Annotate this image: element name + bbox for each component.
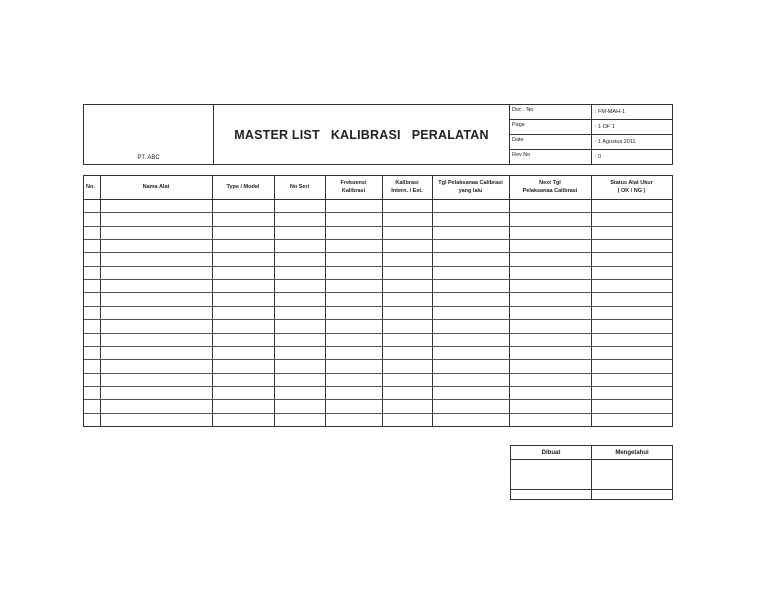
table-row[interactable] xyxy=(84,279,672,292)
row-divider xyxy=(84,292,672,293)
meta-label: Page xyxy=(510,120,592,134)
meta-value: : 0 xyxy=(595,154,602,160)
table-row[interactable] xyxy=(84,373,672,386)
company-logo-area xyxy=(84,105,214,164)
calibration-table xyxy=(83,175,673,427)
row-divider xyxy=(84,373,672,374)
document-meta xyxy=(510,105,672,164)
row-divider xyxy=(84,359,672,360)
table-row[interactable] xyxy=(84,252,672,265)
prepared-by-signature-area[interactable] xyxy=(511,460,591,489)
column-header-calibration-frequency: Frekuensi Kalibrasi xyxy=(340,180,367,194)
column-header-serial-no: No Seri xyxy=(289,183,310,190)
column-header-no: No. xyxy=(86,183,95,190)
table-row[interactable] xyxy=(84,239,672,252)
table-row[interactable] xyxy=(84,399,672,412)
table-row[interactable] xyxy=(84,306,672,319)
meta-label: Rev No xyxy=(510,150,592,164)
approved-by-label: Mengetahui xyxy=(615,449,649,456)
column-header-calibration-type: Kalibrasi Intern. / Ext. xyxy=(391,180,423,194)
column-header-status: Status Alat Ukur ( OK / NG ) xyxy=(610,180,653,194)
prepared-by-label: Dibuat xyxy=(541,449,561,456)
row-divider xyxy=(84,306,672,307)
meta-label: Doc . No xyxy=(510,105,592,119)
row-divider xyxy=(84,413,672,414)
meta-label: Date xyxy=(510,135,592,149)
column-header-equipment-name: Nama Alat xyxy=(142,183,170,190)
column-header-next-calibration: Next Tgl Pelaksanaa Calibrasi xyxy=(522,180,578,194)
company-name: PT. ABC xyxy=(137,155,160,161)
column-header-type-model: Type / Model xyxy=(226,183,260,190)
meta-value: : 1 OF 1 xyxy=(595,124,615,130)
table-row[interactable] xyxy=(84,292,672,305)
document-header xyxy=(83,104,673,165)
table-row[interactable] xyxy=(84,212,672,225)
table-row[interactable] xyxy=(84,226,672,239)
column-header-last-calibration: Tgl Pelaksanaa Calibrasi yang lalu xyxy=(438,180,503,194)
row-divider xyxy=(84,266,672,267)
table-row[interactable] xyxy=(84,346,672,359)
document-title: MASTER LIST KALIBRASI PERALATAN xyxy=(214,105,510,164)
meta-value: : 1 Agustus 2011 xyxy=(595,139,636,145)
table-row[interactable] xyxy=(84,199,672,212)
row-divider xyxy=(84,279,672,280)
meta-doc-no xyxy=(510,105,672,120)
signoff-block xyxy=(510,445,673,500)
table-row[interactable] xyxy=(84,386,672,399)
row-divider xyxy=(84,226,672,227)
meta-value: : FM-MAH-1 xyxy=(595,109,625,115)
table-row[interactable] xyxy=(84,333,672,346)
signoff-row-line xyxy=(511,489,672,490)
row-divider xyxy=(84,252,672,253)
row-divider xyxy=(84,239,672,240)
table-row[interactable] xyxy=(84,413,672,426)
table-row[interactable] xyxy=(84,266,672,279)
row-divider xyxy=(84,399,672,400)
meta-date xyxy=(510,135,672,150)
meta-rev-no xyxy=(510,150,672,164)
meta-page xyxy=(510,120,672,135)
table-row[interactable] xyxy=(84,359,672,372)
approved-by-signature-area[interactable] xyxy=(592,460,672,489)
row-divider xyxy=(84,333,672,334)
table-row[interactable] xyxy=(84,319,672,332)
row-divider xyxy=(84,386,672,387)
row-divider xyxy=(84,212,672,213)
row-divider xyxy=(84,319,672,320)
row-divider xyxy=(84,346,672,347)
